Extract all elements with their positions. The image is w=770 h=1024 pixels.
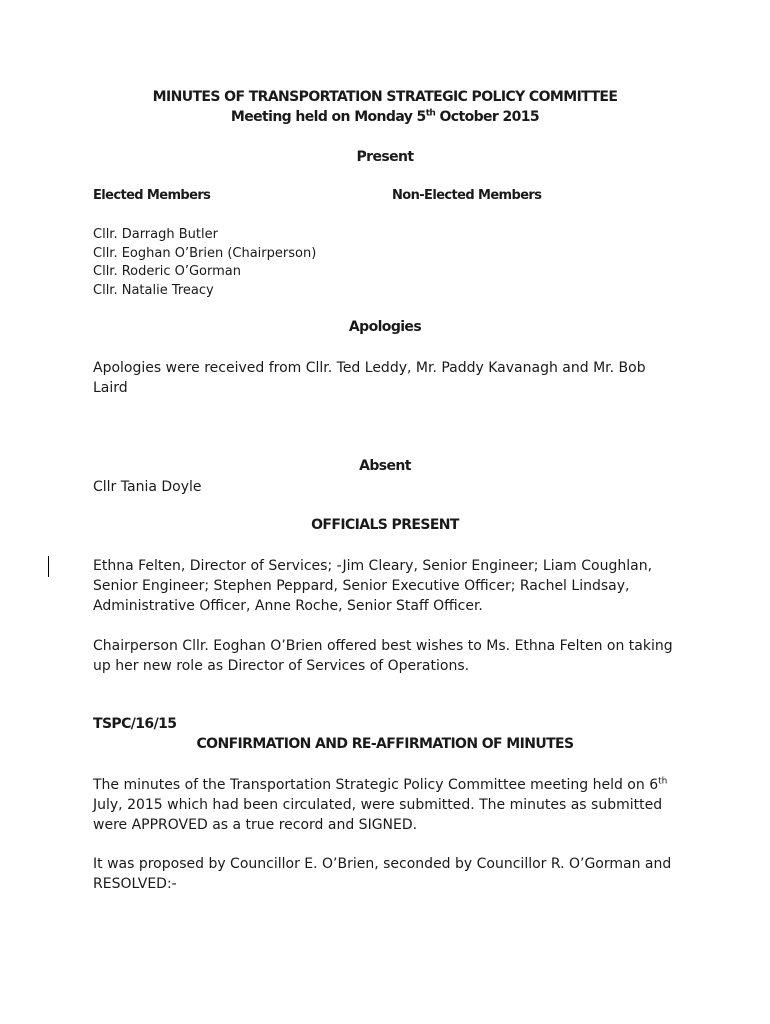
document-title: MINUTES OF TRANSPORTATION STRATEGIC POLICY COMMITTEE — [152, 89, 618, 105]
minutes-paragraph-a: The minutes of the Transportation Strategic Policy Committee meeting held on 6 — [93, 777, 659, 793]
text-cursor — [48, 556, 49, 577]
absent-heading: Absent — [359, 458, 411, 474]
non-elected-members-heading: Non-Elected Members — [392, 188, 542, 203]
meeting-date-prefix: Meeting held on Monday 5 — [230, 109, 426, 125]
meeting-date-sup: th — [425, 108, 436, 119]
officials-heading: OFFICIALS PRESENT — [311, 517, 459, 533]
officials-text[interactable]: Ethna Felten, Director of Services; -Jim Cleary, Senior Engineer; Liam Coughlan, Senior Engineer; Stephen Peppard, Senior Executive Officer; Rachel Lindsay, Administrative Officer, Anne Roche, Senior Staff Officer. — [93, 558, 653, 614]
absent-text: Cllr Tania Doyle — [93, 479, 202, 495]
present-heading: Present — [356, 149, 414, 165]
item-reference: TSPC/16/15 — [93, 716, 177, 732]
welcome-text: Chairperson Cllr. Eoghan O’Brien offered best wishes to Ms. Ethna Felten on taking up her new role as Director of Services of Operations. — [93, 638, 673, 674]
apologies-text: Apologies were received from Cllr. Ted Leddy, Mr. Paddy Kavanagh and Mr. Bob Laird — [93, 360, 646, 396]
meeting-date-suffix: October 2015 — [435, 109, 540, 125]
list-item: Cllr. Natalie Treacy — [93, 282, 214, 298]
minutes-paragraph — [93, 775, 673, 835]
minutes-paragraph-sup: th — [658, 776, 668, 787]
elected-members-list — [93, 226, 316, 300]
list-item: Cllr. Roderic O’Gorman — [93, 264, 241, 279]
elected-members-heading: Elected Members — [93, 188, 211, 203]
item-heading: CONFIRMATION AND RE-AFFIRMATION OF MINUTES — [196, 736, 574, 752]
resolution-paragraph: It was proposed by Councillor E. O’Brien, seconded by Councillor R. O’Gorman and RESOLVED:- — [93, 856, 672, 892]
minutes-paragraph-b: July, 2015 which had been circulated, were submitted. The minutes as submitted were APPROVED as a true record and SIGNED. — [93, 797, 663, 833]
list-item: Cllr. Eoghan O’Brien (Chairperson) — [93, 245, 317, 261]
apologies-heading: Apologies — [348, 319, 422, 335]
meeting-date — [0, 109, 770, 125]
list-item: Cllr. Darragh Butler — [93, 227, 218, 242]
